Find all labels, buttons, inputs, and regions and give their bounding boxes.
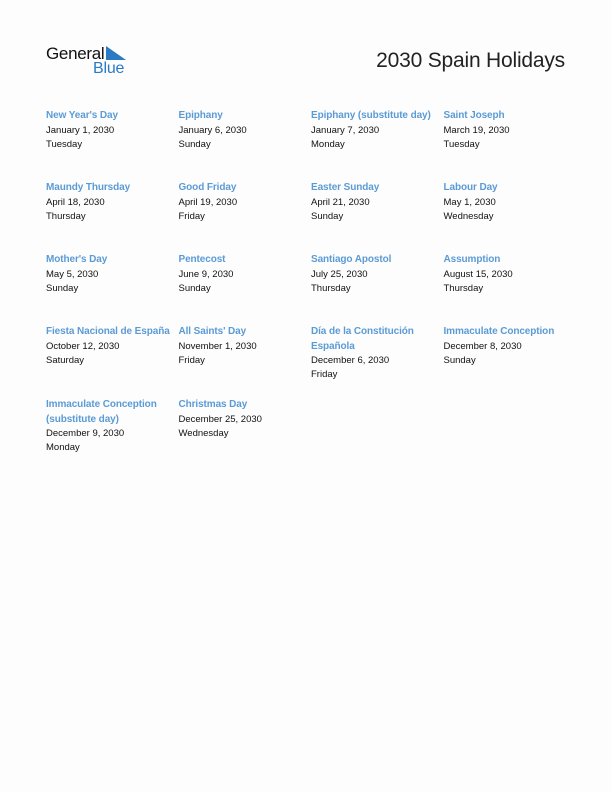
holiday-date: December 8, 2030	[443, 340, 522, 352]
holiday-item	[46, 109, 179, 165]
logo-text-general: General	[46, 44, 105, 63]
holiday-name: Saint Joseph	[443, 110, 505, 121]
holiday-date: January 6, 2030	[178, 124, 247, 136]
holiday-name: Fiesta Nacional de España	[46, 326, 170, 337]
holiday-item	[46, 253, 179, 309]
holiday-date: October 12, 2030	[46, 340, 120, 352]
holiday-item	[311, 181, 444, 237]
holiday-item	[46, 325, 179, 382]
holiday-item	[179, 398, 312, 455]
holiday-date: December 6, 2030	[311, 355, 390, 366]
holiday-weekday: Sunday	[178, 138, 211, 150]
holiday-name: Maundy Thursday	[46, 182, 131, 193]
holiday-weekday: Thursday	[443, 282, 484, 294]
holiday-name: Good Friday	[178, 182, 237, 193]
holiday-item	[46, 398, 179, 455]
logo-text-blue: Blue	[93, 60, 125, 77]
holiday-date: March 19, 2030	[443, 124, 510, 136]
holiday-item	[444, 109, 577, 165]
holiday-date: May 1, 2030	[443, 196, 496, 208]
holiday-weekday: Friday	[311, 369, 338, 380]
holiday-name: All Saints' Day	[178, 326, 247, 337]
holiday-weekday: Friday	[178, 354, 205, 366]
holiday-weekday: Wednesday	[443, 210, 494, 222]
holiday-name: Mother's Day	[46, 254, 108, 265]
holiday-item	[46, 181, 179, 237]
page-title: 2030 Spain Holidays	[376, 49, 565, 72]
holiday-weekday: Wednesday	[178, 427, 229, 439]
holiday-weekday: Thursday	[311, 282, 351, 294]
holiday-item	[179, 181, 312, 237]
holiday-date: December 25, 2030	[178, 413, 262, 425]
holiday-name: Epiphany	[178, 110, 223, 121]
holiday-name: Pentecost	[178, 254, 226, 265]
holiday-date: January 1, 2030	[46, 124, 115, 136]
holiday-weekday: Thursday	[46, 210, 86, 222]
holiday-item	[311, 109, 444, 165]
holiday-item	[179, 109, 312, 165]
holiday-name: Christmas Day	[178, 399, 248, 410]
holiday-weekday: Sunday	[443, 354, 476, 366]
holiday-date: July 25, 2030	[311, 268, 368, 280]
holiday-item	[444, 253, 577, 309]
holiday-weekday: Sunday	[178, 282, 211, 294]
holiday-weekday: Tuesday	[443, 138, 480, 150]
holiday-name: Epiphany (substitute day)	[311, 110, 431, 121]
holiday-weekday: Friday	[178, 210, 205, 222]
holiday-name: Easter Sunday	[311, 182, 380, 193]
holiday-date: August 15, 2030	[443, 268, 513, 280]
holiday-item	[311, 325, 444, 382]
holiday-name: Immaculate Conception (substitute day)	[46, 399, 157, 425]
holiday-name: New Year's Day	[46, 110, 118, 121]
holiday-item	[179, 253, 312, 309]
holiday-name: Día de la Constitución Española	[311, 326, 414, 352]
holiday-weekday: Monday	[46, 442, 80, 453]
holiday-date: January 7, 2030	[311, 124, 380, 136]
holiday-date: April 19, 2030	[178, 196, 238, 208]
holiday-weekday: Sunday	[311, 210, 344, 222]
holiday-date: April 21, 2030	[311, 196, 370, 208]
holiday-date: November 1, 2030	[178, 340, 257, 352]
holiday-item	[444, 325, 577, 382]
holiday-item	[444, 181, 577, 237]
holiday-weekday: Sunday	[46, 282, 79, 294]
holiday-name: Immaculate Conception	[443, 326, 555, 337]
holiday-weekday: Saturday	[46, 354, 85, 366]
holiday-weekday: Monday	[311, 138, 345, 150]
logo	[46, 44, 136, 80]
holiday-name: Santiago Apostol	[311, 254, 392, 265]
holiday-date: April 18, 2030	[46, 196, 105, 208]
holiday-grid	[46, 109, 576, 471]
holiday-date: June 9, 2030	[178, 268, 234, 280]
holiday-date: May 5, 2030	[46, 268, 99, 280]
holiday-item	[311, 253, 444, 309]
holiday-weekday: Tuesday	[46, 138, 83, 150]
holiday-item	[179, 325, 312, 382]
holiday-name: Assumption	[443, 254, 501, 265]
holiday-name: Labour Day	[443, 182, 498, 193]
holiday-date: December 9, 2030	[46, 428, 125, 439]
